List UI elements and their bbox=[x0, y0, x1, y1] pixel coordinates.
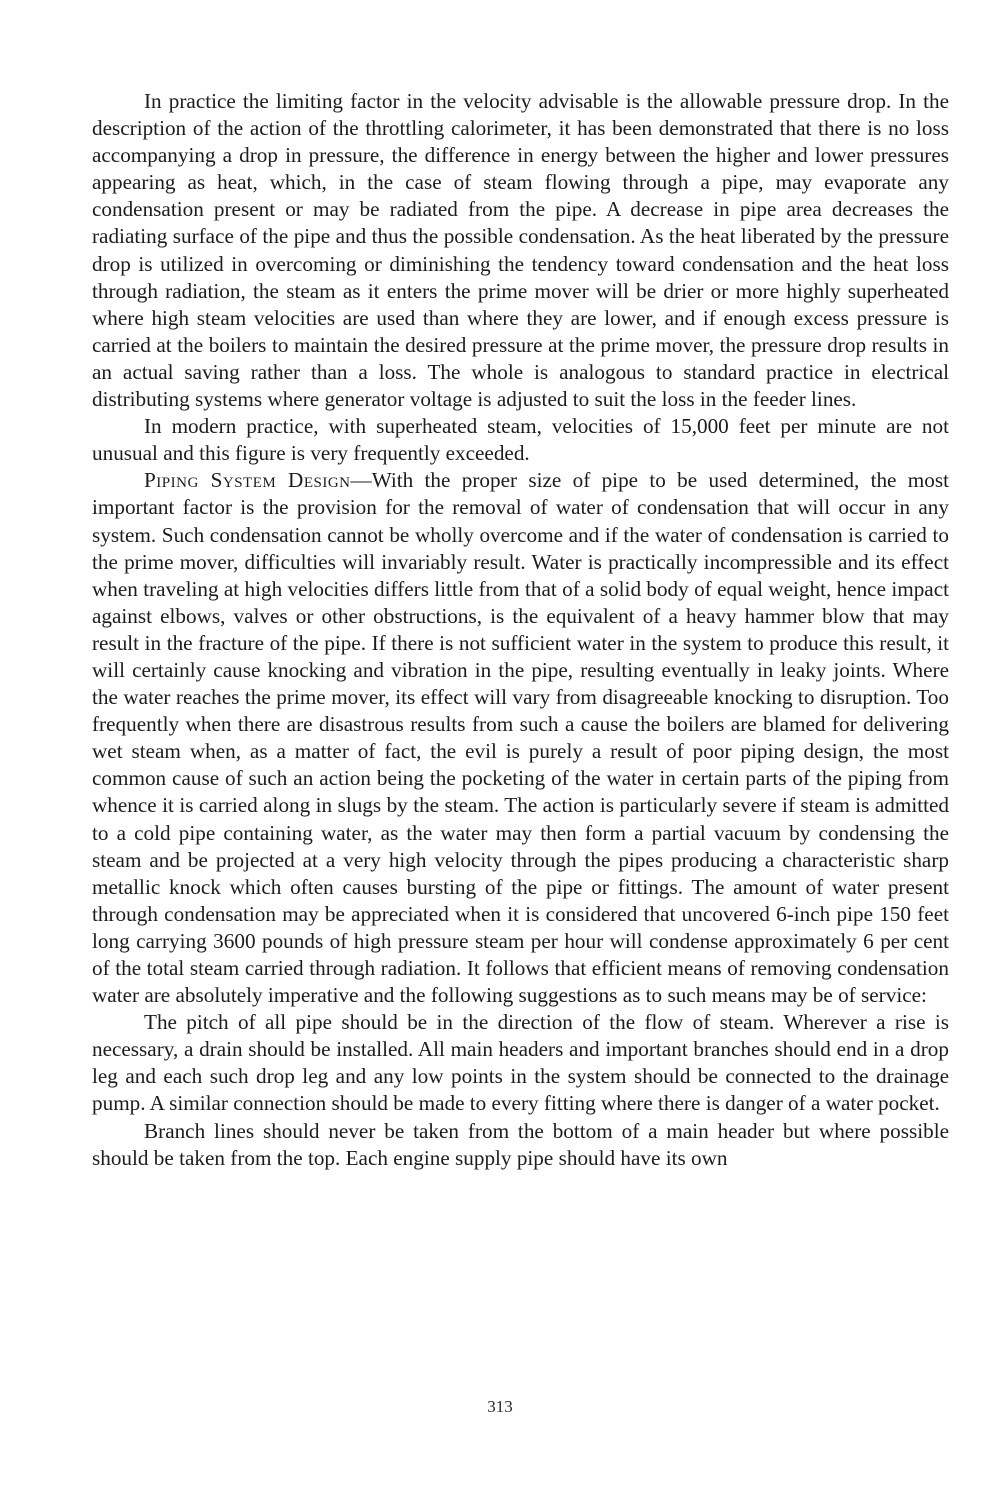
paragraph-piping-system-design bbox=[92, 467, 949, 1009]
section-text: —With the proper size of pipe to be used determined, the most important factor is the provision for the removal of water of condensation that will occur in any system. Such condensation cannot be wholly overcome and if the water of condensation is carried to the prime mover, difficulties will invariably result. Water is practically incompressible and its effect when traveling at high velocities differs little from that of a solid body of equal weight, hence impact against elbows, valves or other obstructions, is the equivalent of a heavy hammer blow that may result in the fracture of the pipe. If there is not sufficient water in the system to produce this result, it will certainly cause knocking and vibration in the pipe, resulting eventually in leaky joints. Where the water reaches the prime mover, its effect will vary from disagreeable knocking to disruption. Too frequently when there are disastrous results from such a cause the boilers are blamed for delivering wet steam when, as a matter of fact, the evil is purely a result of poor piping design, the most common cause of such an action being the pocketing of the water in certain parts of the piping from whence it is carried along in slugs by the steam. The action is particularly severe if steam is admitted to a cold pipe containing water, as the water may then form a partial vacuum by condensing the steam and be projected at a very high velocity through the pipes producing a characteristic sharp metallic knock which often causes bursting of the pipe or fittings. The amount of water present through condensation may be appreciated when it is considered that uncovered 6-inch pipe 150 feet long carrying 3600 pounds of high pressure steam per hour will condense approximately 6 per cent of the total steam carried through radiation. It follows that efficient means of removing condensation water are absolutely imperative and the following suggestions as to such means may be of service: bbox=[92, 468, 949, 1008]
section-heading: Piping System Design bbox=[144, 468, 351, 493]
paragraph-velocities: In modern practice, with superheated steam, velocities of 15,000 feet per minute are not unusual and this figure is very frequently exceeded. bbox=[92, 414, 949, 466]
page-number: 313 bbox=[487, 1397, 513, 1416]
paragraph-pressure-drop: In practice the limiting factor in the velocity advisable is the allowable pressure drop. In the description of the action of the throttling calorimeter, it has been demonstrated that there is no loss accompanying a drop in pressure, the difference in energy between the higher and lower pressures appearing as heat, which, in the case of steam flowing through a pipe, may evaporate any condensation present or may be radiated from the pipe. A decrease in pipe area decreases the radiating surface of the pipe and thus the possible condensation. As the heat liberated by the pressure drop is utilized in overcoming or diminishing the tendency toward condensation and the heat loss through radiation, the steam as it enters the prime mover will be drier or more highly superheated where high steam velocities are used than where they are lower, and if enough excess pressure is carried at the boilers to maintain the desired pressure at the prime mover, the pressure drop results in an actual saving rather than a loss. The whole is analogous to standard practice in electrical distributing systems where generator voltage is adjusted to suit the loss in the feeder lines. bbox=[92, 89, 949, 412]
paragraph-pitch-of-pipe: The pitch of all pipe should be in the direction of the flow of steam. Wherever a rise is necessary, a drain should be installed. All main headers and important branches should end in a drop leg and each such drop leg and any low points in the system should be connected to the drainage pump. A similar connection should be made to every fitting where there is danger of a water pocket. bbox=[92, 1010, 949, 1116]
paragraph-branch-lines: Branch lines should never be taken from the bottom of a main header but where possible should be taken from the top. Each engine supply pipe should have its own bbox=[92, 1118, 949, 1170]
page-body bbox=[92, 88, 949, 1172]
